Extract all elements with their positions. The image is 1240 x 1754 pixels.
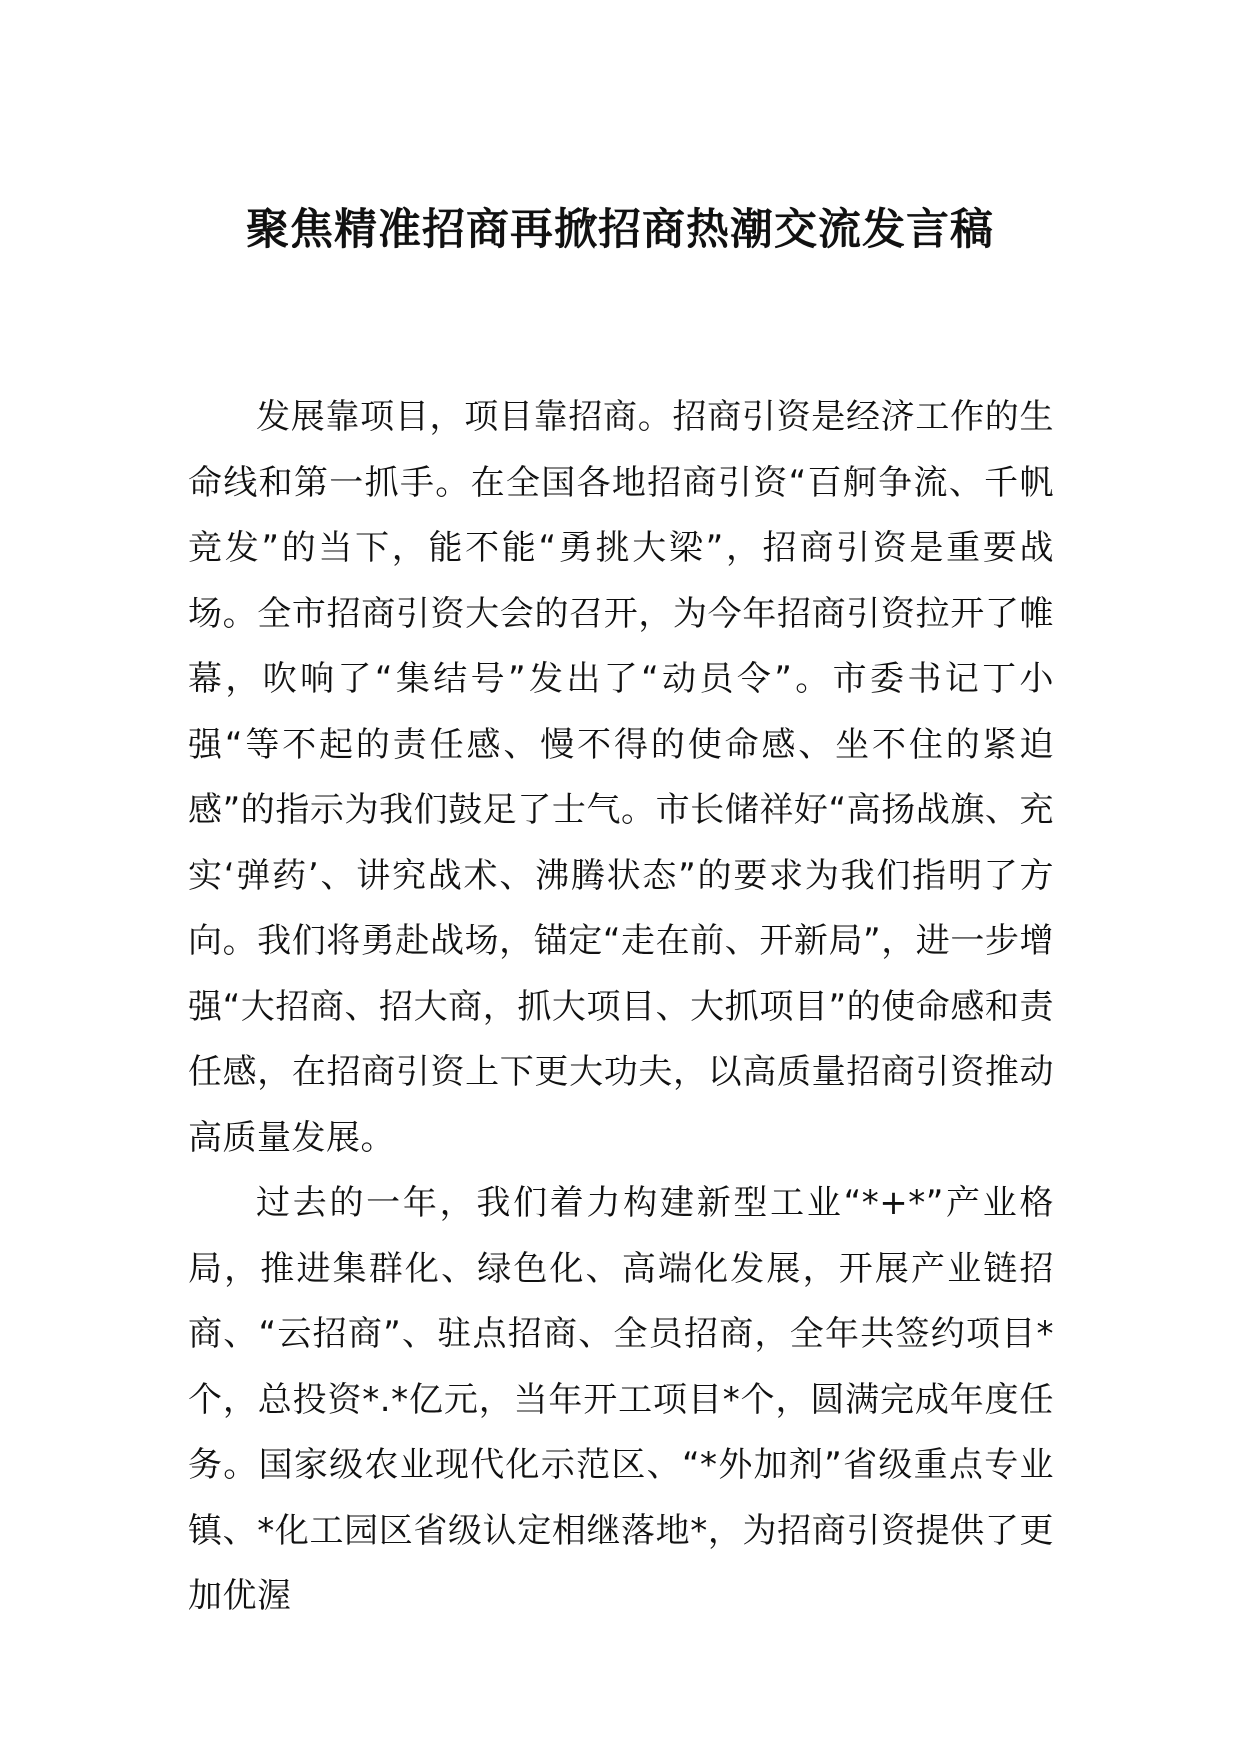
document-title: 聚焦精准招商再掀招商热潮交流发言稿 xyxy=(246,205,994,255)
document-body xyxy=(188,385,1054,1630)
paragraph-1: 发展靠项目，项目靠招商。招商引资是经济工作的生命线和第一抓手。在全国各地招商引资“百舸争流、千帆竞发”的当下，能不能“勇挑大梁”，招商引资是重要战场。全市招商引资大会的召开，为今年招商引资拉开了帷幕，吹响了“集结号”发出了“动员令”。市委书记丁小强“等不起的责任感、慢不得的使命感、坐不住的紧迫感”的指示为我们鼓足了士气。市长储祥好“高扬战旗、充实‘弹药’、讲究战术、沸腾状态”的要求为我们指明了方向。我们将勇赴战场，锚定“走在前、开新局”，进一步增强“大招商、招大商，抓大项目、大抓项目”的使命感和责任感，在招商引资上下更大功夫，以高质量招商引资推动高质量发展。 xyxy=(188,397,1054,1158)
paragraph-2: 过去的一年，我们着力构建新型工业“*+*”产业格局，推进集群化、绿色化、高端化发展，开展产业链招商、“云招商”、驻点招商、全员招商，全年共签约项目*个，总投资*.*亿元，当年开工项目*个，圆满完成年度任务。国家级农业现代化示范区、“*外加剂”省级重点专业镇、*化工园区省级认定相继落地*，为招商引资提供了更加优渥 xyxy=(188,1183,1054,1616)
